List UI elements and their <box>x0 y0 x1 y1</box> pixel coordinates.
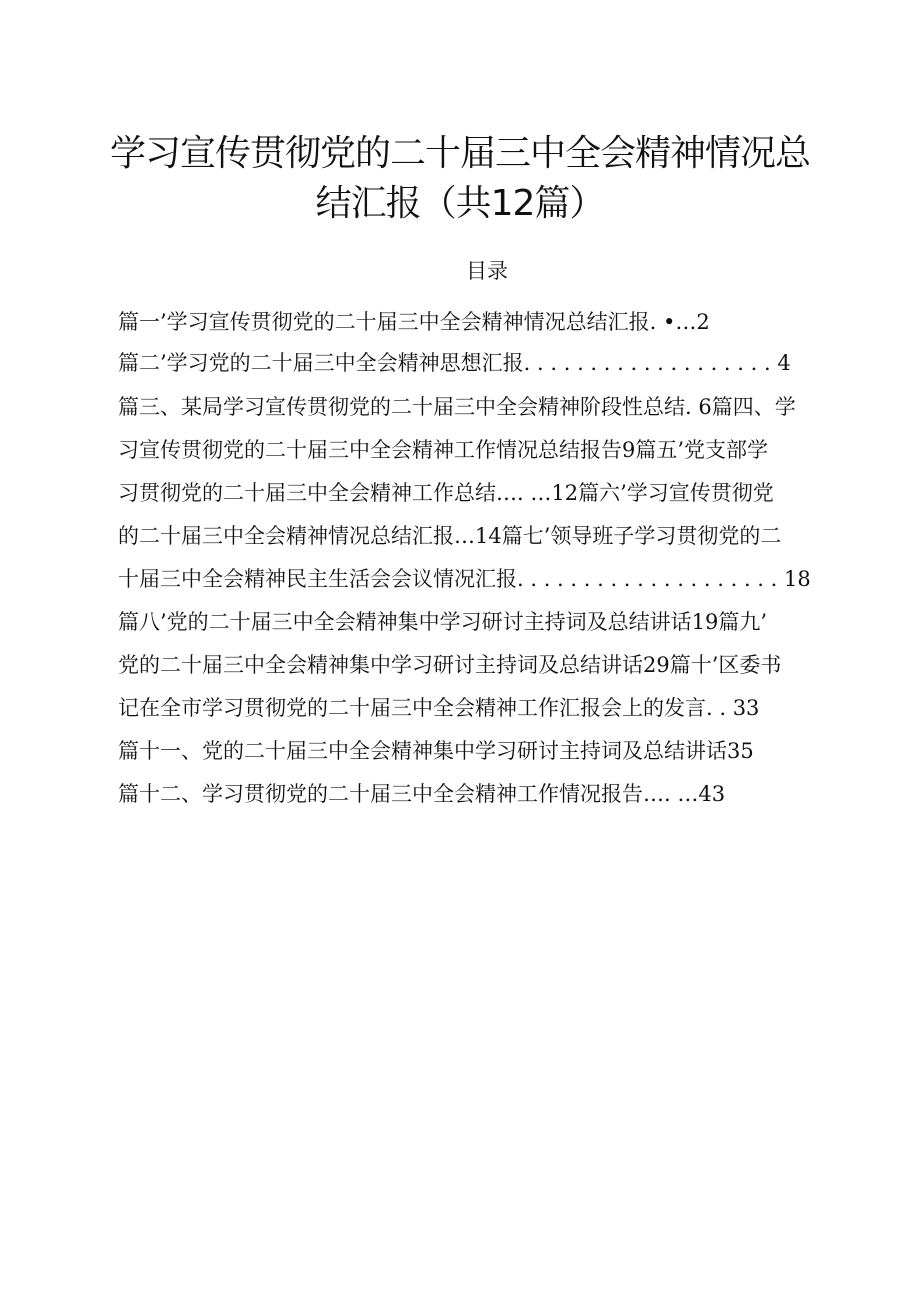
toc-line: 篇二’学习党的二十届三中全会精神思想汇报. . . . . . . . . . . . . . . . . . . 4 <box>118 351 791 375</box>
toc-line: 篇三、某局学习宣传贯彻党的二十届三中全会精神阶段性总结. 6篇四、学 <box>118 395 796 419</box>
toc-line: 十届三中全会精神民主生活会会议情况汇报. . . . . . . . . . . . . . . . . . . . 18 <box>118 567 811 591</box>
toc-heading: 目录 <box>466 259 508 283</box>
toc-line: 篇一’学习宣传贯彻党的二十届三中全会精神情况总结汇报. •…2 <box>118 310 710 334</box>
document-title-line-2: 结汇报（共12篇） <box>315 183 605 224</box>
toc-line: 的二十届三中全会精神情况总结汇报…14篇七’领导班子学习贯彻党的二 <box>118 524 782 548</box>
toc-line: 记在全市学习贯彻党的二十届三中全会精神工作汇报会上的发言. . 33 <box>118 696 760 720</box>
toc-line: 篇十二、学习贯彻党的二十届三中全会精神工作情况报告…. …43 <box>118 782 726 806</box>
toc-line: 习贯彻党的二十届三中全会精神工作总结…. …12篇六’学习宣传贯彻党 <box>118 481 774 505</box>
toc-line: 篇十一、党的二十届三中全会精神集中学习研讨主持词及总结讲话35 <box>118 739 754 763</box>
toc-line: 党的二十届三中全会精神集中学习研讨主持词及总结讲话29篇十’区委书 <box>118 653 782 677</box>
toc-line: 习宣传贯彻党的二十届三中全会精神工作情况总结报告9篇五’党支部学 <box>118 438 769 462</box>
document-title-line-1: 学习宣传贯彻党的二十届三中全会精神情况总 <box>109 133 810 174</box>
toc-line: 篇八’党的二十届三中全会精神集中学习研讨主持词及总结讲话19篇九’ <box>118 610 768 634</box>
